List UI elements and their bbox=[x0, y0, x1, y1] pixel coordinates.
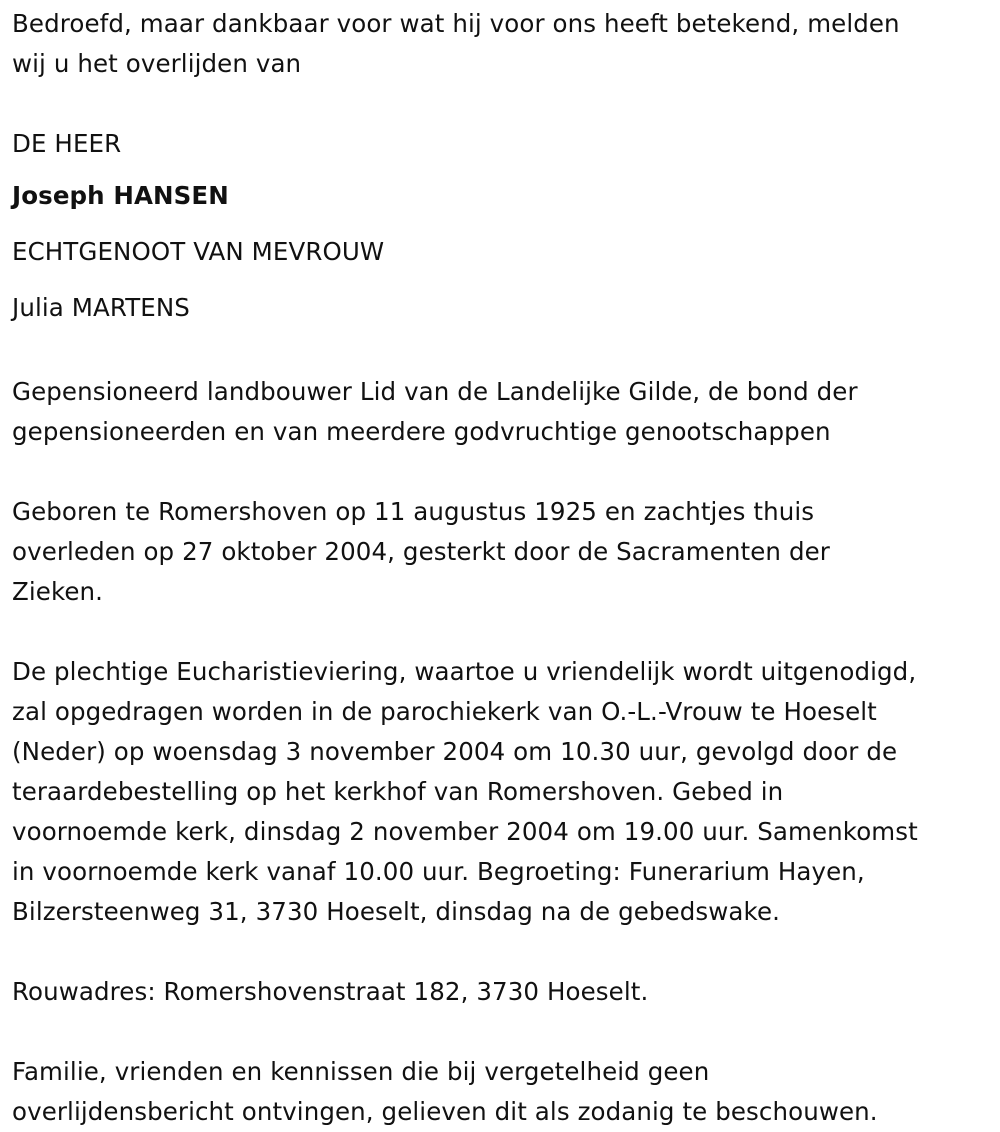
birth-death-line-1: Geboren te Romershoven op 11 augustus 1925 en zachtjes thuis bbox=[12, 497, 815, 526]
deceased-title: DE HEER bbox=[12, 129, 122, 158]
spouse-relation: ECHTGENOOT VAN MEVROUW bbox=[12, 237, 385, 266]
ceremony-line-4: teraardebestelling op het kerkhof van Romershoven. Gebed in bbox=[12, 777, 784, 806]
spacer bbox=[12, 932, 980, 972]
occupation-paragraph bbox=[12, 372, 980, 452]
ceremony-line-6: in voornoemde kerk vanaf 10.00 uur. Begroeting: Funerarium Hayen, bbox=[12, 857, 865, 886]
spouse-name: Julia MARTENS bbox=[12, 293, 190, 322]
occupation-line-2: gepensioneerden en van meerdere godvruchtige genootschappen bbox=[12, 417, 831, 446]
spacer bbox=[12, 1012, 980, 1052]
closing-line-2: overlijdensbericht ontvingen, gelieven dit als zodanig te beschouwen. bbox=[12, 1097, 878, 1126]
ceremony-line-7: Bilzersteenweg 31, 3730 Hoeselt, dinsdag na de gebedswake. bbox=[12, 897, 781, 926]
address-paragraph bbox=[12, 972, 980, 1012]
ceremony-line-3: (Neder) op woensdag 3 november 2004 om 10.30 uur, gevolgd door de bbox=[12, 737, 898, 766]
birth-death-paragraph bbox=[12, 492, 980, 612]
spacer bbox=[12, 612, 980, 652]
ceremony-paragraph bbox=[12, 652, 980, 932]
birth-death-line-3: Zieken. bbox=[12, 577, 104, 606]
ceremony-line-5: voornoemde kerk, dinsdag 2 november 2004 om 19.00 uur. Samenkomst bbox=[12, 817, 918, 846]
closing-paragraph bbox=[12, 1052, 980, 1132]
deceased-name: Joseph HANSEN bbox=[12, 181, 229, 210]
spacer bbox=[12, 84, 980, 124]
intro-line-1: Bedroefd, maar dankbaar voor wat hij voor ons heeft betekend, melden bbox=[12, 9, 900, 38]
intro-line-2: wij u het overlijden van bbox=[12, 49, 302, 78]
spacer bbox=[12, 452, 980, 492]
occupation-line-1: Gepensioneerd landbouwer Lid van de Landelijke Gilde, de bond der bbox=[12, 377, 858, 406]
birth-death-line-2: overleden op 27 oktober 2004, gesterkt door de Sacramenten der bbox=[12, 537, 830, 566]
ceremony-line-1: De plechtige Eucharistieviering, waartoe u vriendelijk wordt uitgenodigd, bbox=[12, 657, 917, 686]
spacer bbox=[12, 332, 980, 372]
intro-paragraph bbox=[12, 4, 980, 84]
closing-line-1: Familie, vrienden en kennissen die bij vergetelheid geen bbox=[12, 1057, 710, 1086]
ceremony-line-2: zal opgedragen worden in de parochiekerk van O.-L.-Vrouw te Hoeselt bbox=[12, 697, 877, 726]
address-line-1: Rouwadres: Romershovenstraat 182, 3730 Hoeselt. bbox=[12, 977, 649, 1006]
deceased-block bbox=[12, 124, 980, 332]
